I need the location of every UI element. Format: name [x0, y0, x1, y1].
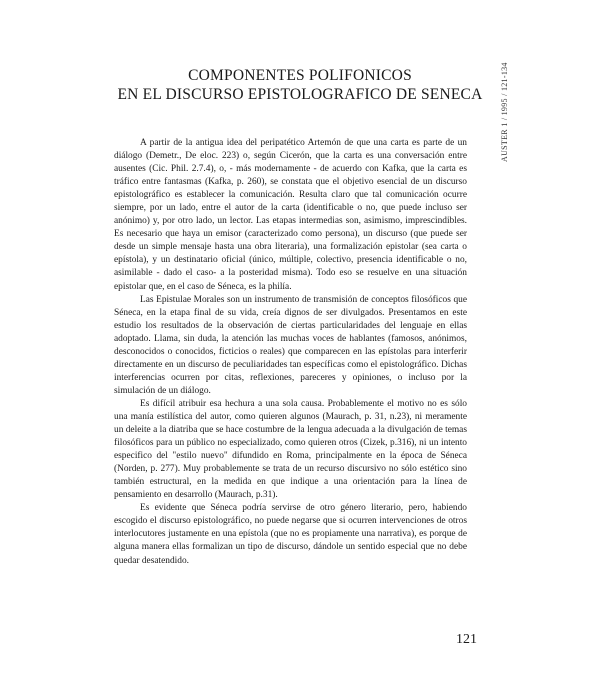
title-line-2: EN EL DISCURSO EPISTOLOGRAFICO DE SENECA [117, 86, 483, 103]
paragraph-2: Las Epistulae Morales son un instrumento de transmisión de conceptos filosóficos que Séneca, en la etapa final de su vida, creía dignos de ser divulgados. Presentamos en este estudio los resultados de la observación de ciertas particularidades del lenguaje en ellas adoptado. Llama, sin duda, la atención las muchas voces de hablantes (famosos, anónimos, desconocidos o conocidos, ficticios o reales) que comparecen en las epístolas para interferir directamente en un discurso de peculiaridades tan específicas como el epistolográfico. Dichas interferencias ocurren por citas, reflexiones, pareceres y opiniones, o incluso por la simulación de un diálogo. [114, 294, 467, 396]
journal-reference: AUSTER 1 / 1995 / 121-134 [500, 62, 509, 162]
paragraph-1: A partir de la antigua idea del peripatético Artemón de que una carta es parte de un diálogo (Demetr., De eloc. 223) o, según Cicerón, que la carta es una conversación entre ausentes (Cic. Phil. 2.7.4), o, - más modernamente - de acuerdo con Kafka, que la carta es tráfico entre fantasmas (Kafka, p. 260), se constata que el objetivo esencial de un discurso epistolográfico es establecer la comunicación. Resulta claro que tal comunicación ocurre siempre, por un lado, entre el autor de la carta (identificable o no, que puede incluso ser anónimo) y, por otro lado, un lector. Las etapas intermedias son, asimismo, imprescindibles. Es necesario que haya un emisor (caracterizado como persona), un discurso (que puede ser desde un simple mensaje hasta una obra literaria), una formalización epistolar (sea carta o epístola), y un destinatario oficial (único, múltiple, colectivo, presencia identificable o no, asimilable - dado el caso- a la posteridad misma). Todo eso se resuelve en una situación epistolar que, en el caso de Séneca, es la philía. [114, 138, 467, 292]
article-body [114, 137, 467, 568]
article-title [100, 66, 500, 104]
paragraph-4: Es evidente que Séneca podría servirse de otro género literario, pero, habiendo escogido el discurso epistolográfico, no puede negarse que si ocurren intervenciones de otros interlocutores justamente en una epístola (que no es propiamente una narrativa), es porque de alguna manera ellas formalizan un tipo de discurso, dándole un sentido especial que no debe quedar desatendido. [114, 503, 467, 566]
page-number: 121 [456, 632, 477, 647]
title-line-1: COMPONENTES POLIFONICOS [188, 67, 412, 84]
paragraph-3: Es difícil atribuir esa hechura a una sola causa. Probablemente el motivo no es sólo una manía estilística del autor, como quieren algunos (Maurach, p. 31, n.23), ni meramente un deleite a la diatriba que se hace costumbre de la lengua adecuada a la divulgación de temas filosóficos para un público no especializado, como quieren otros (Cizek, p.316), ni un intento especifico del "estilo nuevo" difundido en Roma, principalmente en la época de Séneca (Norden, p. 277). Muy probablemente se trata de un recurso discursivo no sólo estético sino también estructural, en la medida en que indique a una orientación para la línea de pensamiento en desarrollo (Maurach, p.31). [114, 398, 467, 501]
